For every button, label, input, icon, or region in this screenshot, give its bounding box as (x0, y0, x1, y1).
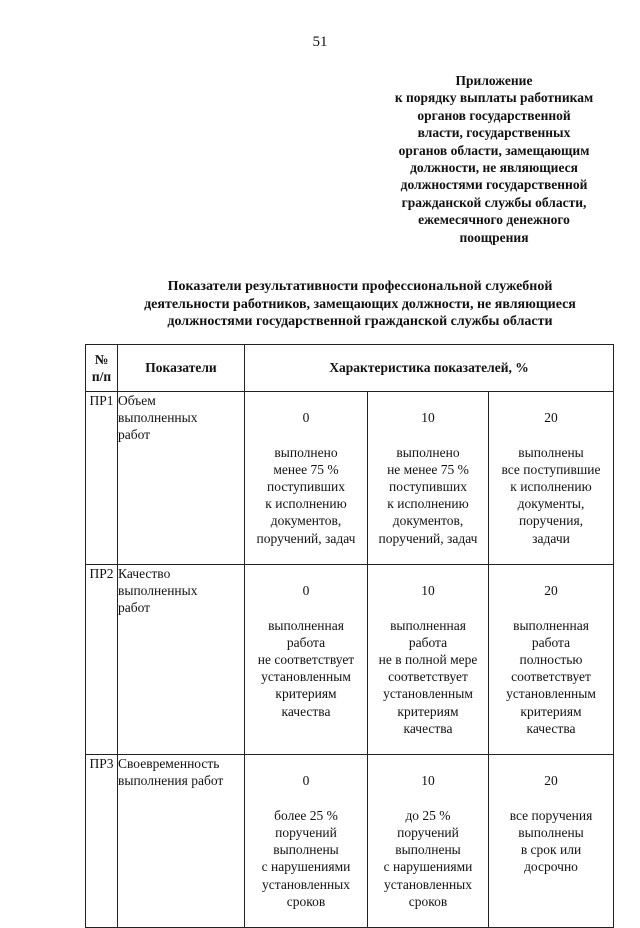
score-value: 0 (302, 773, 310, 789)
header-number: № п/п (86, 345, 118, 392)
appendix-line: должностями государственной (400, 177, 588, 193)
score-cell (368, 565, 489, 755)
table-row (86, 565, 614, 755)
score-description: выполнено менее 75 % поступивших к исполнению документов, поручений, задач (256, 444, 356, 546)
score-value: 0 (302, 583, 310, 599)
score-description: выполненная работа полностью соответствует установленным критериям качества (506, 617, 596, 736)
table-row (86, 755, 614, 928)
appendix-line: власти, государственных (417, 125, 571, 141)
score-value: 20 (544, 773, 558, 789)
score-value: 10 (421, 773, 435, 789)
table-header-row (86, 345, 614, 392)
row-indicator-name: Своевременность выполнения работ (118, 755, 245, 928)
appendix-header (368, 72, 620, 246)
title-line: деятельности работников, замещающих должности, не являющиеся (144, 296, 576, 312)
appendix-line: ежемесячного денежного (418, 212, 570, 228)
score-cell (489, 565, 614, 755)
document-title (90, 278, 630, 331)
header-characteristics: Характеристика показателей, % (245, 345, 614, 392)
table-row (86, 392, 614, 565)
page-number: 51 (312, 34, 328, 50)
appendix-line: гражданской службы области, (401, 194, 587, 210)
score-value: 20 (544, 583, 558, 599)
score-cell (368, 392, 489, 565)
score-value: 10 (421, 410, 435, 426)
appendix-line: поощрения (459, 229, 529, 245)
appendix-line: к порядку выплаты работникам (394, 90, 594, 106)
score-cell (245, 565, 368, 755)
title-line: должностями государственной гражданской службы области (167, 314, 553, 329)
score-description: выполненная работа не соответствует установленным критериям качества (257, 617, 355, 719)
appendix-line: органов области, замещающим (398, 142, 590, 158)
score-cell (368, 755, 489, 928)
score-cell (489, 755, 614, 928)
row-code: ПР3 (86, 755, 118, 928)
score-cell (245, 392, 368, 565)
score-value: 10 (421, 583, 435, 599)
score-description: выполненная работа не в полной мере соответствует установленным критериям качества (378, 617, 478, 736)
indicators-table (85, 344, 614, 928)
score-cell (489, 392, 614, 565)
score-description: до 25 % поручений выполнены с нарушениями установленных сроков (383, 807, 473, 909)
row-indicator-name: Качество выполненных работ (118, 565, 245, 755)
row-indicator-name: Объем выполненных работ (118, 392, 245, 565)
score-description: выполнены все поступившие к исполнению документы, поручения, задачи (501, 444, 601, 546)
appendix-line: органов государственной (417, 107, 571, 123)
appendix-line: должности, не являющиеся (410, 160, 578, 176)
row-code: ПР1 (86, 392, 118, 565)
appendix-line: Приложение (455, 73, 533, 88)
score-description: все поручения выполнены в срок или досрочно (509, 807, 593, 875)
score-value: 0 (302, 410, 310, 426)
score-description: выполнено не менее 75 % поступивших к исполнению документов, поручений, задач (378, 444, 478, 546)
header-indicators: Показатели (118, 345, 245, 392)
score-value: 20 (544, 410, 558, 426)
score-cell (245, 755, 368, 928)
title-line: Показатели результативности профессиональной служебной (167, 279, 553, 294)
row-code: ПР2 (86, 565, 118, 755)
score-description: более 25 % поручений выполнены с нарушениями установленных сроков (261, 807, 351, 909)
